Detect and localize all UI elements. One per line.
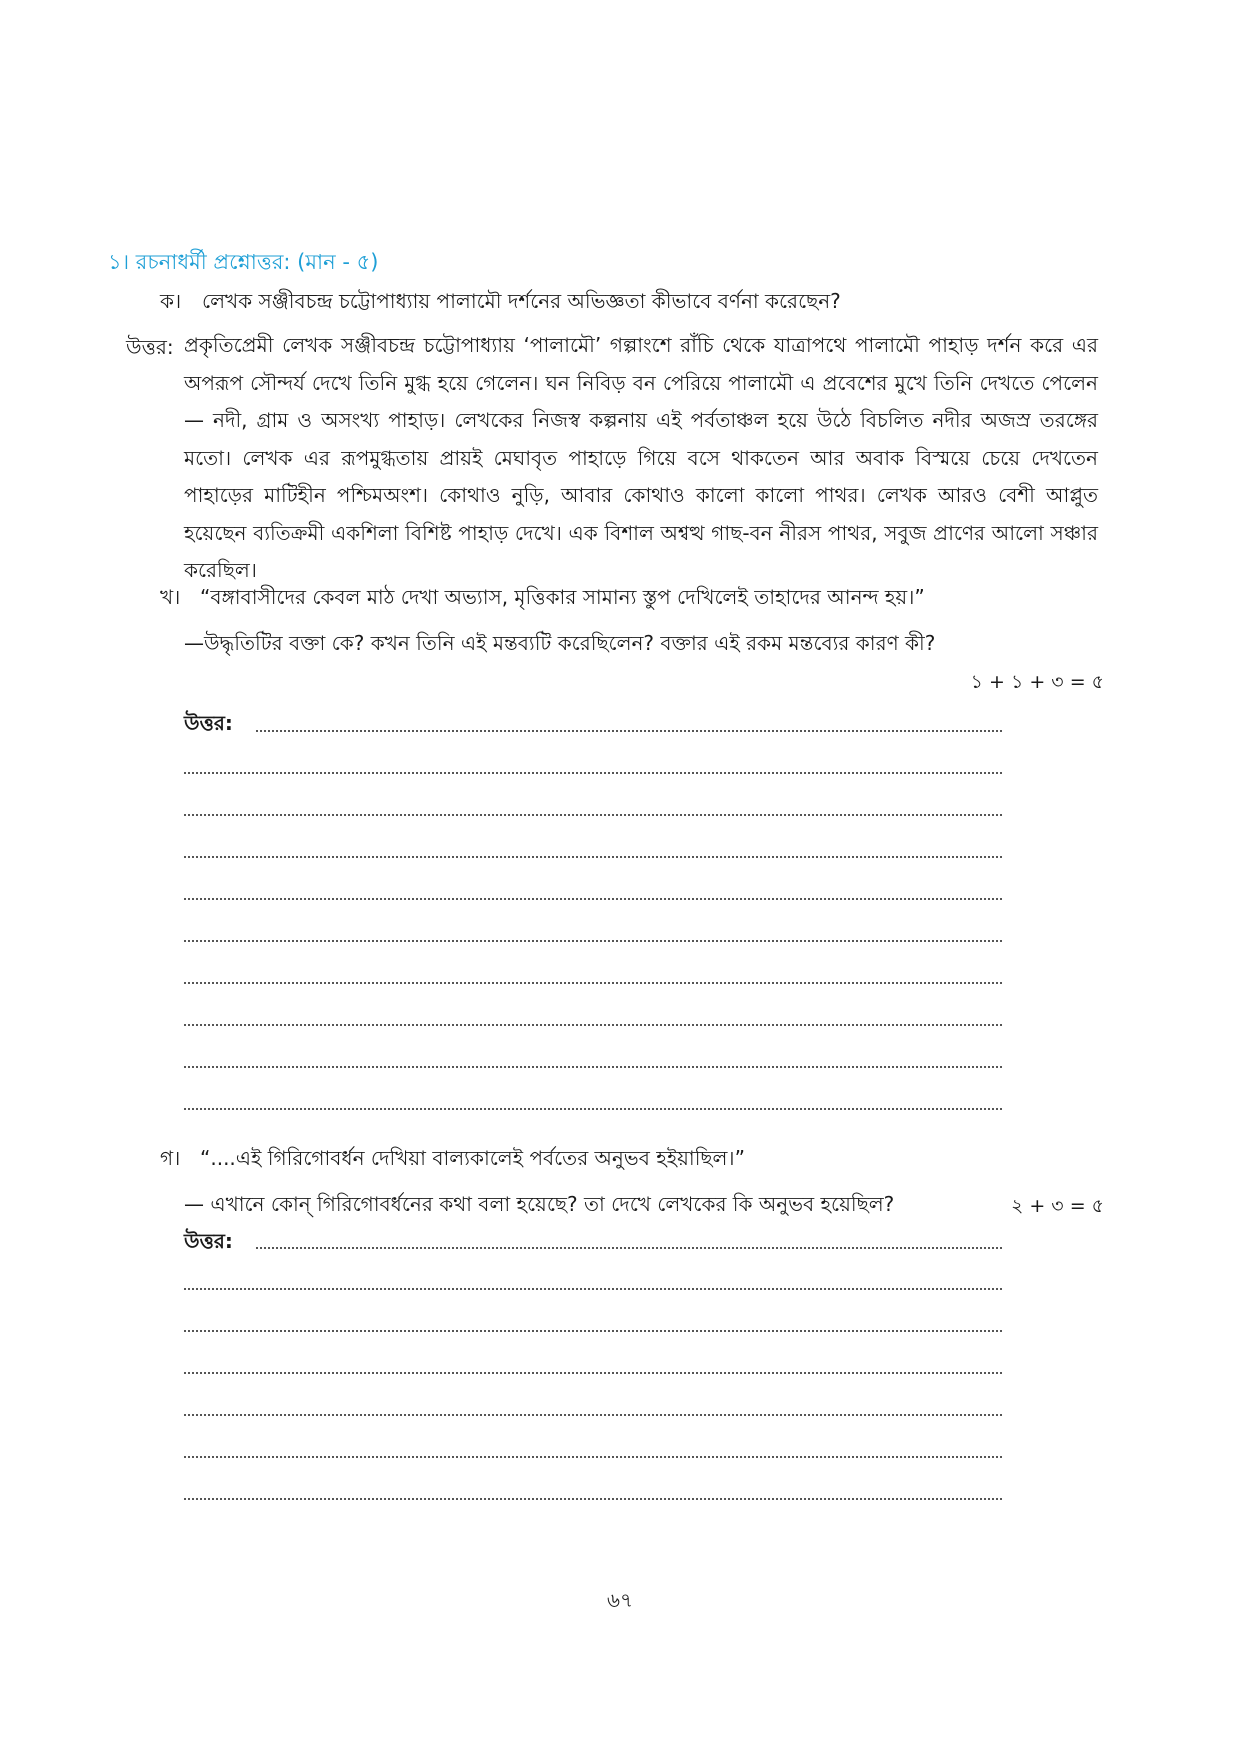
answer-ga-line[interactable] [184, 1498, 1002, 1500]
answer-kha-line[interactable] [184, 1066, 1002, 1068]
question-ka-label: ক। [160, 289, 182, 313]
answer-kha-line[interactable] [184, 1024, 1002, 1026]
answer-kha-line[interactable] [184, 898, 1002, 900]
answer-ga-line[interactable] [184, 1330, 1002, 1332]
answer-ga-label: উত্তর: [184, 1229, 233, 1253]
answer-kha-line[interactable] [184, 856, 1002, 858]
question-ga-marks: ২ + ৩ = ৫ [1010, 1195, 1104, 1217]
answer-ka-text: প্রকৃতিপ্রেমী লেখক সঞ্জীবচন্দ্র চট্টোপাধ্যায় ‘পালামৌ’ গল্পাংশে রাঁচি থেকে যাত্রাপথে পালামৌ পাহাড় দর্শন করে এর অপরূপ সৌন্দর্য দেখে তিনি মুগ্ধ হয়ে গেলেন। ঘন নিবিড় বন পেরিয়ে পালামৌ এ প্রবেশের মুখে তিনি দেখতে পেলেন— নদী, গ্রাম ও অসংখ্য পাহাড়। লেখকের নিজস্ব কল্পনায় এই পর্বতাঞ্চল হয়ে উঠে বিচলিত নদীর অজস্র তরঙ্গের মতো। লেখক এর রূপমুগ্ধতায় প্রায়ই মেঘাবৃত পাহাড়ে গিয়ে বসে থাকতেন আর অবাক বিস্ময়ে চেয়ে দেখতেন পাহাড়ের মাটিহীন পশ্চিমঅংশ। কোথাও নুড়ি, আবার কোথাও কালো কালো পাথর। লেখক আরও বেশী আপ্লুত হয়েছেন ব্যতিক্রমী একশিলা বিশিষ্ট পাহাড় দেখে। এক বিশাল অশ্বত্থ গাছ-বন নীরস পাথর, সবুজ প্রাণের আলো সঞ্চার করেছিল। [184, 333, 1098, 582]
question-ga-label: গ। [160, 1146, 181, 1170]
answer-kha-line[interactable] [184, 814, 1002, 816]
answer-kha-line[interactable] [184, 982, 1002, 984]
answer-kha-line[interactable] [184, 772, 1002, 774]
answer-ga-line[interactable] [184, 1288, 1002, 1290]
answer-ga-line[interactable] [184, 1372, 1002, 1374]
answer-kha-line[interactable] [184, 1108, 1002, 1110]
question-ga-prompt: — এখানে কোন্ গিরিগোবর্ধনের কথা বলা হয়েছে? তা দেখে লেখকের কি অনুভব হয়েছিল? [184, 1192, 895, 1216]
question-kha-label: খ। [160, 585, 181, 609]
question-ka-text: লেখক সঞ্জীবচন্দ্র চট্টোপাধ্যায় পালামৌ দর্শনের অভিজ্ঞতা কীভাবে বর্ণনা করেছেন? [202, 289, 841, 313]
answer-kha-line[interactable] [184, 940, 1002, 942]
question-kha-marks: ১ + ১ + ৩ = ৫ [970, 671, 1104, 693]
answer-kha-label: উত্তর: [184, 711, 233, 735]
question-ga-quote: “....এই গিরিগোবর্ধন দেখিয়া বাল্যকালেই পর্বতের অনুভব হইয়াছিল।” [200, 1146, 745, 1170]
answer-ka-label: উত্তর: [126, 335, 174, 359]
answer-ga-line[interactable] [184, 1414, 1002, 1416]
page-number: ৬৭ [606, 1588, 633, 1612]
question-kha-quote: “বঙ্গাবাসীদের কেবল মাঠ দেখা অভ্যাস, মৃত্তিকার সামান্য স্তুপ দেখিলেই তাহাদের আনন্দ হয়।” [200, 585, 925, 609]
question-kha-prompt: —উদ্ধৃতিটির বক্তা কে? কখন তিনি এই মন্তব্যটি করেছিলেন? বক্তার এই রকম মন্তব্যের কারণ কী? [184, 631, 936, 655]
answer-kha-line[interactable] [256, 730, 1002, 732]
section-title: ১। রচনাধর্মী প্রশ্নোত্তর: (মান - ৫) [108, 250, 379, 274]
answer-ga-line[interactable] [256, 1247, 1002, 1249]
answer-ga-line[interactable] [184, 1456, 1002, 1458]
